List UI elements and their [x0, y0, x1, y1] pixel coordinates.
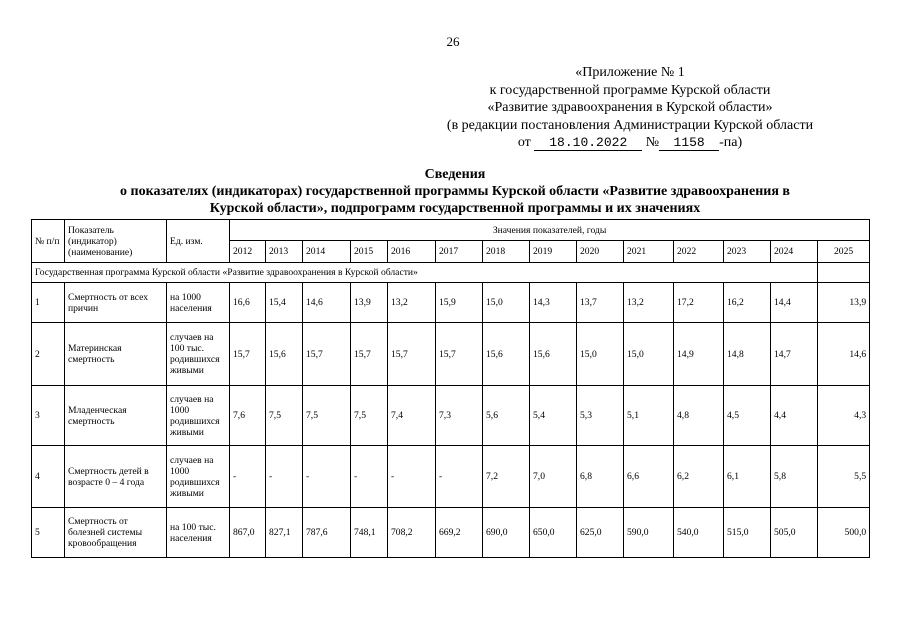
table-row [32, 386, 870, 446]
value-cell: - [388, 446, 436, 508]
row-indicator: Смертность детей в возрасте 0 – 4 года [65, 446, 167, 508]
row-indicator: Смертность от болезней системы кровообращения [65, 508, 167, 558]
value-cell: 14,3 [530, 283, 577, 323]
year-header: 2020 [577, 241, 624, 263]
value-cell: 14,7 [771, 323, 818, 386]
value-cell: 15,7 [436, 323, 483, 386]
value-cell: 7,0 [530, 446, 577, 508]
value-cell: 7,6 [230, 386, 266, 446]
number-sign: № [645, 135, 660, 150]
value-cell: 7,2 [483, 446, 530, 508]
value-cell: 16,2 [724, 283, 771, 323]
row-unit: случаев на 1000 родившихся живыми [167, 446, 230, 508]
row-num: 1 [32, 283, 65, 323]
document-title [40, 166, 870, 217]
value-cell: 15,9 [436, 283, 483, 323]
value-cell: 7,5 [303, 386, 351, 446]
value-cell: 7,3 [436, 386, 483, 446]
value-cell: 7,5 [266, 386, 303, 446]
row-unit: на 100 тыс. населения [167, 508, 230, 558]
indicators-table [31, 219, 870, 558]
row-indicator: Младенческая смертность [65, 386, 167, 446]
value-cell: 7,4 [388, 386, 436, 446]
year-header: 2025 [818, 241, 870, 263]
value-cell: 540,0 [674, 508, 724, 558]
year-header: 2019 [530, 241, 577, 263]
year-header: 2018 [483, 241, 530, 263]
value-cell: 15,6 [483, 323, 530, 386]
appendix-program-name: «Развитие здравоохранения в Курской области» [487, 100, 773, 115]
value-cell: 4,4 [771, 386, 818, 446]
value-cell: 17,2 [674, 283, 724, 323]
value-cell: 500,0 [818, 508, 870, 558]
decree-number: 1158 [659, 136, 719, 151]
value-cell: 14,9 [674, 323, 724, 386]
row-unit: на 1000 населения [167, 283, 230, 323]
value-cell: 15,0 [483, 283, 530, 323]
value-cell: 14,4 [771, 283, 818, 323]
value-cell: 14,6 [303, 283, 351, 323]
value-cell: 4,8 [674, 386, 724, 446]
table-row [32, 446, 870, 508]
value-cell: 5,1 [624, 386, 674, 446]
year-header: 2014 [303, 241, 351, 263]
value-cell: 15,7 [230, 323, 266, 386]
value-cell: - [303, 446, 351, 508]
value-cell: 15,4 [266, 283, 303, 323]
value-cell: 4,5 [724, 386, 771, 446]
title-line-3: Курской области», подпрограмм государственной программы и их значениях [209, 201, 701, 216]
row-num: 5 [32, 508, 65, 558]
value-cell: 15,6 [530, 323, 577, 386]
row-indicator: Смертность от всех причин [65, 283, 167, 323]
value-cell: 5,8 [771, 446, 818, 508]
value-cell: 13,9 [818, 283, 870, 323]
value-cell: 5,4 [530, 386, 577, 446]
value-cell: 867,0 [230, 508, 266, 558]
row-num: 4 [32, 446, 65, 508]
table-row [32, 323, 870, 386]
value-cell: 787,6 [303, 508, 351, 558]
appendix-title: «Приложение № 1 [575, 65, 685, 80]
year-header: 2015 [351, 241, 388, 263]
appendix-date-line [420, 134, 840, 152]
col-header-indicator: Показатель (индикатор) (наименование) [65, 220, 167, 263]
value-cell: 14,8 [724, 323, 771, 386]
col-header-unit: Ед. изм. [167, 220, 230, 263]
year-header: 2023 [724, 241, 771, 263]
value-cell: 6,1 [724, 446, 771, 508]
table-row [32, 283, 870, 323]
title-line-1: Сведения [424, 167, 486, 182]
row-num: 2 [32, 323, 65, 386]
page-number: 26 [446, 34, 460, 49]
value-cell: 4,3 [818, 386, 870, 446]
value-cell: 669,2 [436, 508, 483, 558]
value-cell: 5,5 [818, 446, 870, 508]
date-prefix: от [517, 135, 531, 150]
section-empty-cell [818, 263, 870, 283]
value-cell: - [436, 446, 483, 508]
year-header: 2017 [436, 241, 483, 263]
value-cell: 650,0 [530, 508, 577, 558]
value-cell: - [266, 446, 303, 508]
value-cell: 708,2 [388, 508, 436, 558]
decree-date: 18.10.2022 [534, 136, 642, 151]
value-cell: 15,7 [351, 323, 388, 386]
value-cell: 6,8 [577, 446, 624, 508]
title-line-2: о показателях (индикаторах) государственной программы Курской области «Развитие здравоохранения в [120, 184, 790, 199]
value-cell: 15,6 [266, 323, 303, 386]
appendix-edition-note: (в редакции постановления Администрации Курской области [446, 117, 814, 133]
value-cell: 748,1 [351, 508, 388, 558]
year-header: 2012 [230, 241, 266, 263]
value-cell: 15,7 [388, 323, 436, 386]
appendix-program-ref: к государственной программе Курской области [489, 82, 771, 98]
value-cell: 6,2 [674, 446, 724, 508]
value-cell: 14,6 [818, 323, 870, 386]
value-cell: 505,0 [771, 508, 818, 558]
value-cell: - [230, 446, 266, 508]
value-cell: 5,6 [483, 386, 530, 446]
value-cell: 590,0 [624, 508, 674, 558]
value-cell: 6,6 [624, 446, 674, 508]
row-indicator: Материнская смертность [65, 323, 167, 386]
value-cell: 690,0 [483, 508, 530, 558]
value-cell: 515,0 [724, 508, 771, 558]
value-cell: 827,1 [266, 508, 303, 558]
year-header: 2016 [388, 241, 436, 263]
year-header: 2013 [266, 241, 303, 263]
value-cell: 13,2 [624, 283, 674, 323]
value-cell: 16,6 [230, 283, 266, 323]
value-cell: 15,0 [624, 323, 674, 386]
row-unit: случаев на 1000 родившихся живыми [167, 386, 230, 446]
row-unit: случаев на 100 тыс. родившихся живыми [167, 323, 230, 386]
value-cell: 7,5 [351, 386, 388, 446]
section-title: Государственная программа Курской области «Развитие здравоохранения в Курской области» [32, 263, 818, 283]
value-cell: 625,0 [577, 508, 624, 558]
value-cell: 15,7 [303, 323, 351, 386]
value-cell: 15,0 [577, 323, 624, 386]
appendix-header [420, 64, 840, 152]
value-cell: 13,2 [388, 283, 436, 323]
section-row [32, 263, 870, 283]
value-cell: 13,9 [351, 283, 388, 323]
row-num: 3 [32, 386, 65, 446]
year-header: 2021 [624, 241, 674, 263]
value-cell: 5,3 [577, 386, 624, 446]
table-row [32, 508, 870, 558]
number-suffix: -па) [719, 135, 743, 150]
col-header-num: № п/п [32, 220, 65, 263]
col-header-values: Значения показателей, годы [230, 220, 870, 241]
header-row [32, 220, 870, 241]
value-cell: - [351, 446, 388, 508]
year-header: 2024 [771, 241, 818, 263]
value-cell: 13,7 [577, 283, 624, 323]
year-header: 2022 [674, 241, 724, 263]
